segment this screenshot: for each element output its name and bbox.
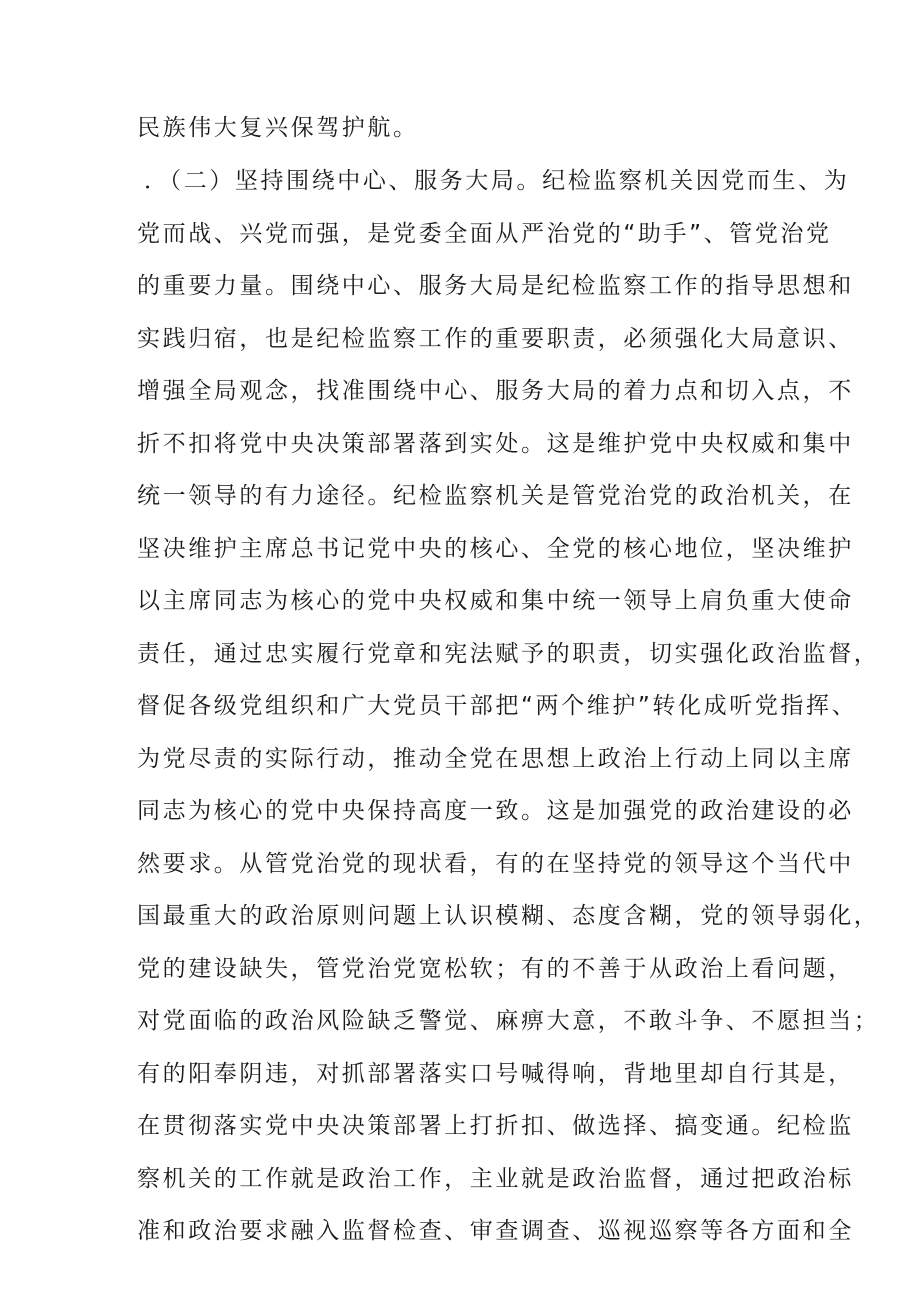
text-line: 党而战、兴党而强，是党委全面从严治党的“助手”、管党治党 — [137, 221, 832, 247]
text-line: 同志为核心的党中央保持高度一致。这是加强党的政治建设的必 — [137, 798, 854, 824]
text-line: 坚决维护主席总书记党中央的核心、全党的核心地位，坚决维护 — [137, 536, 854, 562]
text-line: 察机关的工作就是政治工作，主业就是政治监督，通过把政治标 — [137, 1166, 854, 1192]
text-line: ．（二）坚持围绕中心、服务大局。纪检监察机关因党而生、为 — [144, 168, 850, 194]
text-line: 折不扣将党中央决策部署落到实处。这是维护党中央权威和集中 — [137, 431, 854, 457]
text-line: 以主席同志为核心的党中央权威和集中统一领导上肩负重大使命 — [137, 588, 854, 614]
text-line: 统一领导的有力途径。纪检监察机关是管党治党的政治机关，在 — [137, 483, 854, 509]
text-line: 责任，通过忠实履行党章和宪法赋予的职责，切实强化政治监督， — [137, 641, 880, 667]
text-line: 党的建设缺失，管党治党宽松软；有的不善于从政治上看问题， — [137, 956, 854, 982]
text-line: 为党尽责的实际行动，推动全党在思想上政治上行动上同以主席 — [137, 746, 854, 772]
text-line: 对党面临的政治风险缺乏警觉、麻痹大意，不敢斗争、不愿担当； — [137, 1008, 880, 1034]
text-line: 在贯彻落实党中央决策部署上打折扣、做选择、搞变通。纪检监 — [137, 1113, 854, 1139]
text-line: 国最重大的政治原则问题上认识模糊、态度含糊，党的领导弱化， — [137, 903, 880, 929]
text-line: 民族伟大复兴保驾护航。 — [137, 115, 419, 141]
text-line: 实践归宿，也是纪检监察工作的重要职责，必须强化大局意识、 — [137, 326, 854, 352]
text-line: 督促各级党组织和广大党员干部把“两个维护”转化成听党指挥、 — [137, 693, 858, 719]
text-line: 然要求。从管党治党的现状看，有的在坚持党的领导这个当代中 — [137, 851, 854, 877]
text-line: 有的阳奉阴违，对抓部署落实口号喊得响，背地里却自行其是， — [137, 1061, 854, 1087]
text-line: 的重要力量。围绕中心、服务大局是纪检监察工作的指导思想和 — [137, 273, 854, 299]
text-line: 增强全局观念，找准围绕中心、服务大局的着力点和切入点，不 — [137, 378, 854, 404]
text-line: 准和政治要求融入监督检查、审查调查、巡视巡察等各方面和全 — [137, 1218, 854, 1244]
